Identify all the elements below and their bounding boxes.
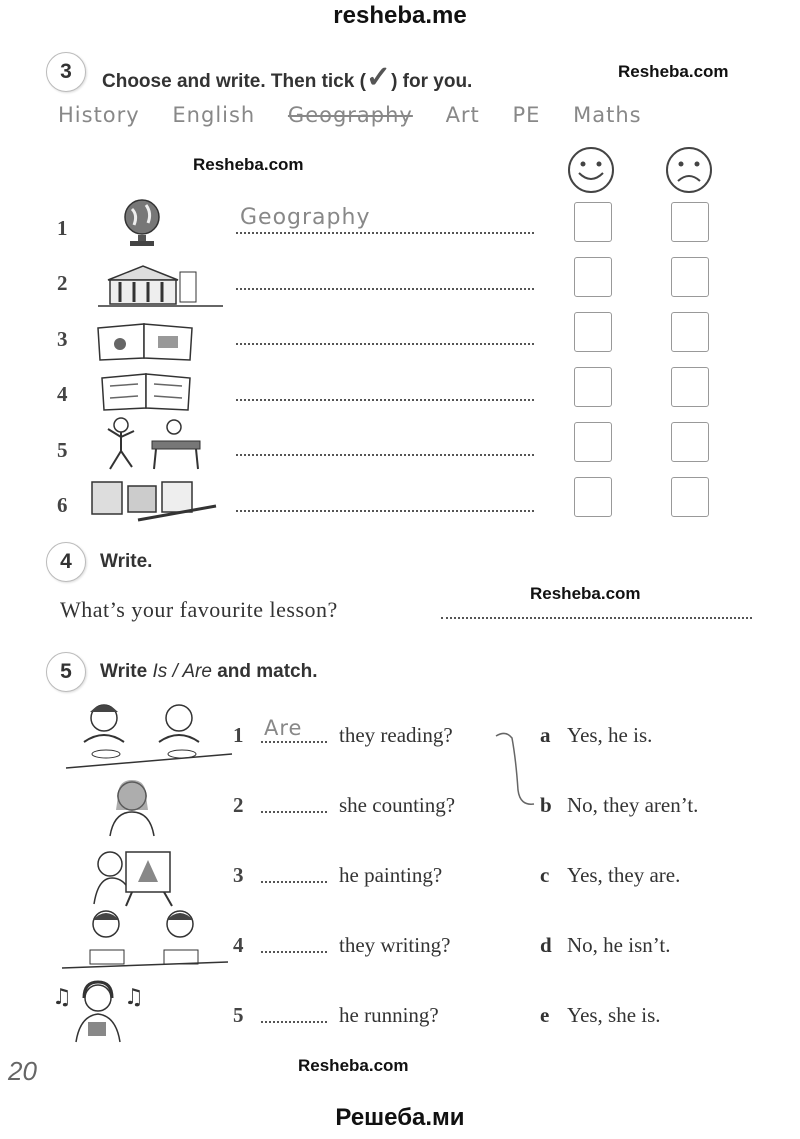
row-number-2: 2 (57, 271, 68, 295)
tick-box-sad-4[interactable] (671, 367, 709, 407)
instruction-part: ) for you. (391, 71, 473, 92)
question-4-answer-line[interactable] (261, 951, 327, 953)
watermark-bottom-small: Resheba.com (298, 1056, 409, 1075)
answer-letter-e: e (540, 1003, 550, 1027)
word-pe: PE (512, 103, 541, 127)
question-3-answer-line[interactable] (261, 881, 327, 883)
watermark-bottom: Решеба.ми (335, 1104, 465, 1131)
answer-text-b: No, they aren’t. (567, 793, 699, 817)
exercise-3-number: 3 (46, 52, 86, 92)
question-number-1: 1 (233, 723, 244, 747)
word-bank (58, 103, 667, 127)
tick-box-happy-2[interactable] (574, 257, 612, 297)
question-number-5: 5 (233, 1003, 244, 1027)
exercise-5-instruction (100, 661, 318, 683)
watermark-ex4: Resheba.com (530, 584, 641, 603)
boy-painting-icon (88, 846, 188, 908)
tick-box-sad-1[interactable] (671, 202, 709, 242)
tick-box-sad-3[interactable] (671, 312, 709, 352)
exercise-4-instruction: Write. (100, 551, 153, 572)
tick-box-happy-5[interactable] (574, 422, 612, 462)
row-number-5: 5 (57, 438, 68, 462)
page-number: 20 (8, 1056, 37, 1086)
answer-line-6[interactable] (236, 510, 534, 512)
word-maths: Maths (573, 103, 642, 127)
word-history: History (58, 103, 140, 127)
question-5-answer-line[interactable] (261, 1021, 327, 1023)
word-art: Art (445, 103, 480, 127)
tick-box-sad-5[interactable] (671, 422, 709, 462)
instruction-italic: Is / Are (152, 661, 212, 682)
instruction-part: Write (100, 661, 153, 682)
row-number-6: 6 (57, 493, 68, 517)
museum-icon (98, 262, 226, 312)
answer-1-handwritten: Geography (240, 205, 371, 230)
children-eating-icon (64, 698, 234, 772)
boy-listening-music-icon (50, 978, 150, 1044)
question-3-text: he painting? (339, 863, 443, 887)
answer-letter-a: a (540, 723, 551, 747)
question-1-answer-handwritten: Are (264, 716, 303, 740)
favourite-lesson-question: What’s your favourite lesson? (60, 597, 338, 622)
tick-box-happy-6[interactable] (574, 477, 612, 517)
paint-pots-icon (88, 472, 220, 524)
instruction-part: and match. (211, 661, 318, 682)
watermark-ex3-b: Resheba.com (193, 155, 304, 174)
answer-text-a: Yes, he is. (567, 723, 653, 747)
tick-box-happy-1[interactable] (574, 202, 612, 242)
tick-icon: ✓ (365, 61, 392, 94)
question-5-text: he running? (339, 1003, 439, 1027)
match-line (494, 730, 540, 812)
question-2-answer-line[interactable] (261, 811, 327, 813)
tick-box-sad-6[interactable] (671, 477, 709, 517)
answer-letter-b: b (540, 793, 552, 817)
exercise-5-number: 5 (46, 652, 86, 692)
sad-face-icon (664, 145, 714, 195)
question-1-answer-line[interactable] (261, 741, 327, 743)
answer-text-d: No, he isn’t. (567, 933, 671, 957)
answer-line-5[interactable] (236, 454, 534, 456)
answer-letter-d: d (540, 933, 552, 957)
book-icon (96, 322, 196, 362)
question-2-text: she counting? (339, 793, 456, 817)
happy-face-icon (566, 145, 616, 195)
question-1-text: they reading? (339, 723, 453, 747)
svg-text:♫: ♫ (52, 985, 72, 1010)
exercise-4-number: 4 (46, 542, 86, 582)
girl-counting-icon (104, 776, 166, 838)
favourite-lesson-answer-line[interactable] (441, 617, 752, 619)
question-4-text: they writing? (339, 933, 451, 957)
watermark-top: resheba.me (333, 2, 467, 29)
answer-text-c: Yes, they are. (567, 863, 681, 887)
exercise-3-instruction (102, 60, 472, 95)
row-number-4: 4 (57, 382, 68, 406)
tick-box-sad-2[interactable] (671, 257, 709, 297)
row-number-1: 1 (57, 216, 68, 240)
watermark-ex3: Resheba.com (618, 62, 729, 81)
children-writing-icon (60, 906, 230, 976)
question-number-2: 2 (233, 793, 244, 817)
maths-book-icon (100, 372, 195, 412)
globe-icon (118, 195, 168, 250)
answer-line-1[interactable] (236, 232, 534, 234)
answer-line-3[interactable] (236, 343, 534, 345)
svg-text:♫: ♫ (124, 985, 144, 1010)
children-exercising-icon (96, 415, 206, 475)
instruction-part: Choose and write. Then tick ( (102, 71, 366, 92)
question-number-4: 4 (233, 933, 244, 957)
row-number-3: 3 (57, 327, 68, 351)
answer-line-4[interactable] (236, 399, 534, 401)
word-geography: Geography (287, 103, 413, 127)
answer-text-e: Yes, she is. (567, 1003, 661, 1027)
answer-line-2[interactable] (236, 288, 534, 290)
tick-box-happy-4[interactable] (574, 367, 612, 407)
tick-box-happy-3[interactable] (574, 312, 612, 352)
word-english: English (172, 103, 256, 127)
question-number-3: 3 (233, 863, 244, 887)
answer-letter-c: c (540, 863, 550, 887)
